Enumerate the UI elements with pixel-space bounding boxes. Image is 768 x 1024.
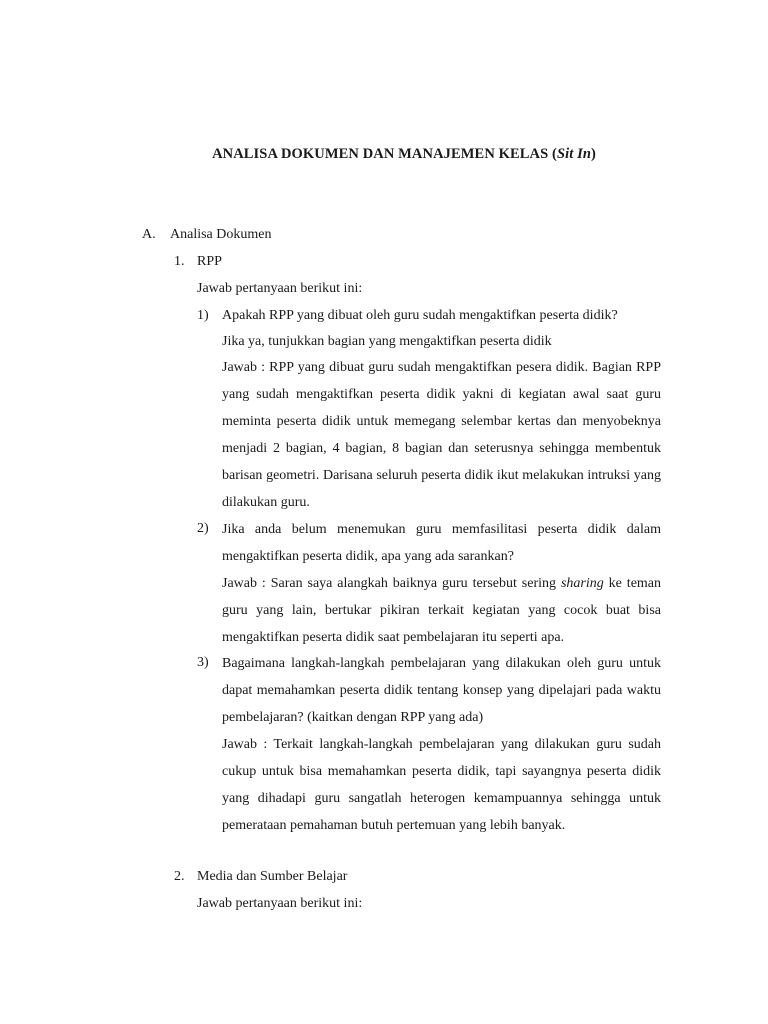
question-1-text-line2: Jika ya, tunjukkan bagian yang mengaktifkan peserta didik xyxy=(222,334,552,349)
question-1-text-line1: Apakah RPP yang dibuat oleh guru sudah mengaktifkan peserta didik? xyxy=(222,308,618,323)
question-2 xyxy=(222,516,661,651)
answer-3-text: Jawab : Terkait langkah-langkah pembelajaran yang dilakukan guru sudah cukup untuk bisa memahamkan peserta didik, tapi sayangnya peserta didik yang dihadapi guru sangatlah heterogen kemampuannya sehingga untuk pemerataan pemahaman butuh pertemuan yang lebih banyak. xyxy=(222,737,661,833)
section-a-heading: Analisa Dokumen xyxy=(170,227,272,242)
item-2-marker: 2. xyxy=(174,869,185,884)
answer-1-text: Jawab : RPP yang dibuat guru sudah mengaktifkan pesera didik. Bagian RPP yang sudah mengaktifkan peserta didik yakni di kegiatan awal saat guru meminta peserta didik untuk memegang selembar kertas dan menyobeknya menjadi 2 bagian, 4 bagian, 8 bagian dan seterusnya sehingga membentuk barisan geometri. Darisana seluruh peserta didik ikut melakukan intruksi yang dilakukan guru. xyxy=(222,360,661,510)
question-3 xyxy=(222,650,661,839)
item-2-intro: Jawab pertanyaan berikut ini: xyxy=(197,896,363,911)
item-2-heading: Media dan Sumber Belajar xyxy=(197,869,348,884)
answer-1 xyxy=(222,354,661,516)
question-2-text: Jika anda belum menemukan guru memfasilitasi peserta didik dalam mengaktifkan peserta didik, apa yang ada sarankan? xyxy=(222,522,661,564)
question-3-marker: 3) xyxy=(197,655,209,670)
question-1-marker: 1) xyxy=(197,308,209,323)
document-title: ANALISA DOKUMEN DAN MANAJEMEN KELAS (Sit In) xyxy=(212,146,596,162)
item-1-marker: 1. xyxy=(174,254,185,269)
question-2-marker: 2) xyxy=(197,521,209,536)
item-1-intro: Jawab pertanyaan berikut ini: xyxy=(197,281,363,296)
question-3-text: Bagaimana langkah-langkah pembelajaran yang dilakukan oleh guru untuk dapat memahamkan peserta didik tentang konsep yang dipelajari pada waktu pembelajaran? (kaitkan dengan RPP yang ada) xyxy=(222,656,661,725)
item-1-heading: RPP xyxy=(197,254,222,269)
section-a-marker: A. xyxy=(142,227,156,242)
answer-2: Jawab : Saran saya alangkah baiknya guru tersebut sering sharing ke teman guru yang lain, bertukar pikiran terkait kegiatan yang cocok buat bisa mengaktifkan peserta didik saat pembelajaran itu seperti apa. xyxy=(222,576,662,645)
